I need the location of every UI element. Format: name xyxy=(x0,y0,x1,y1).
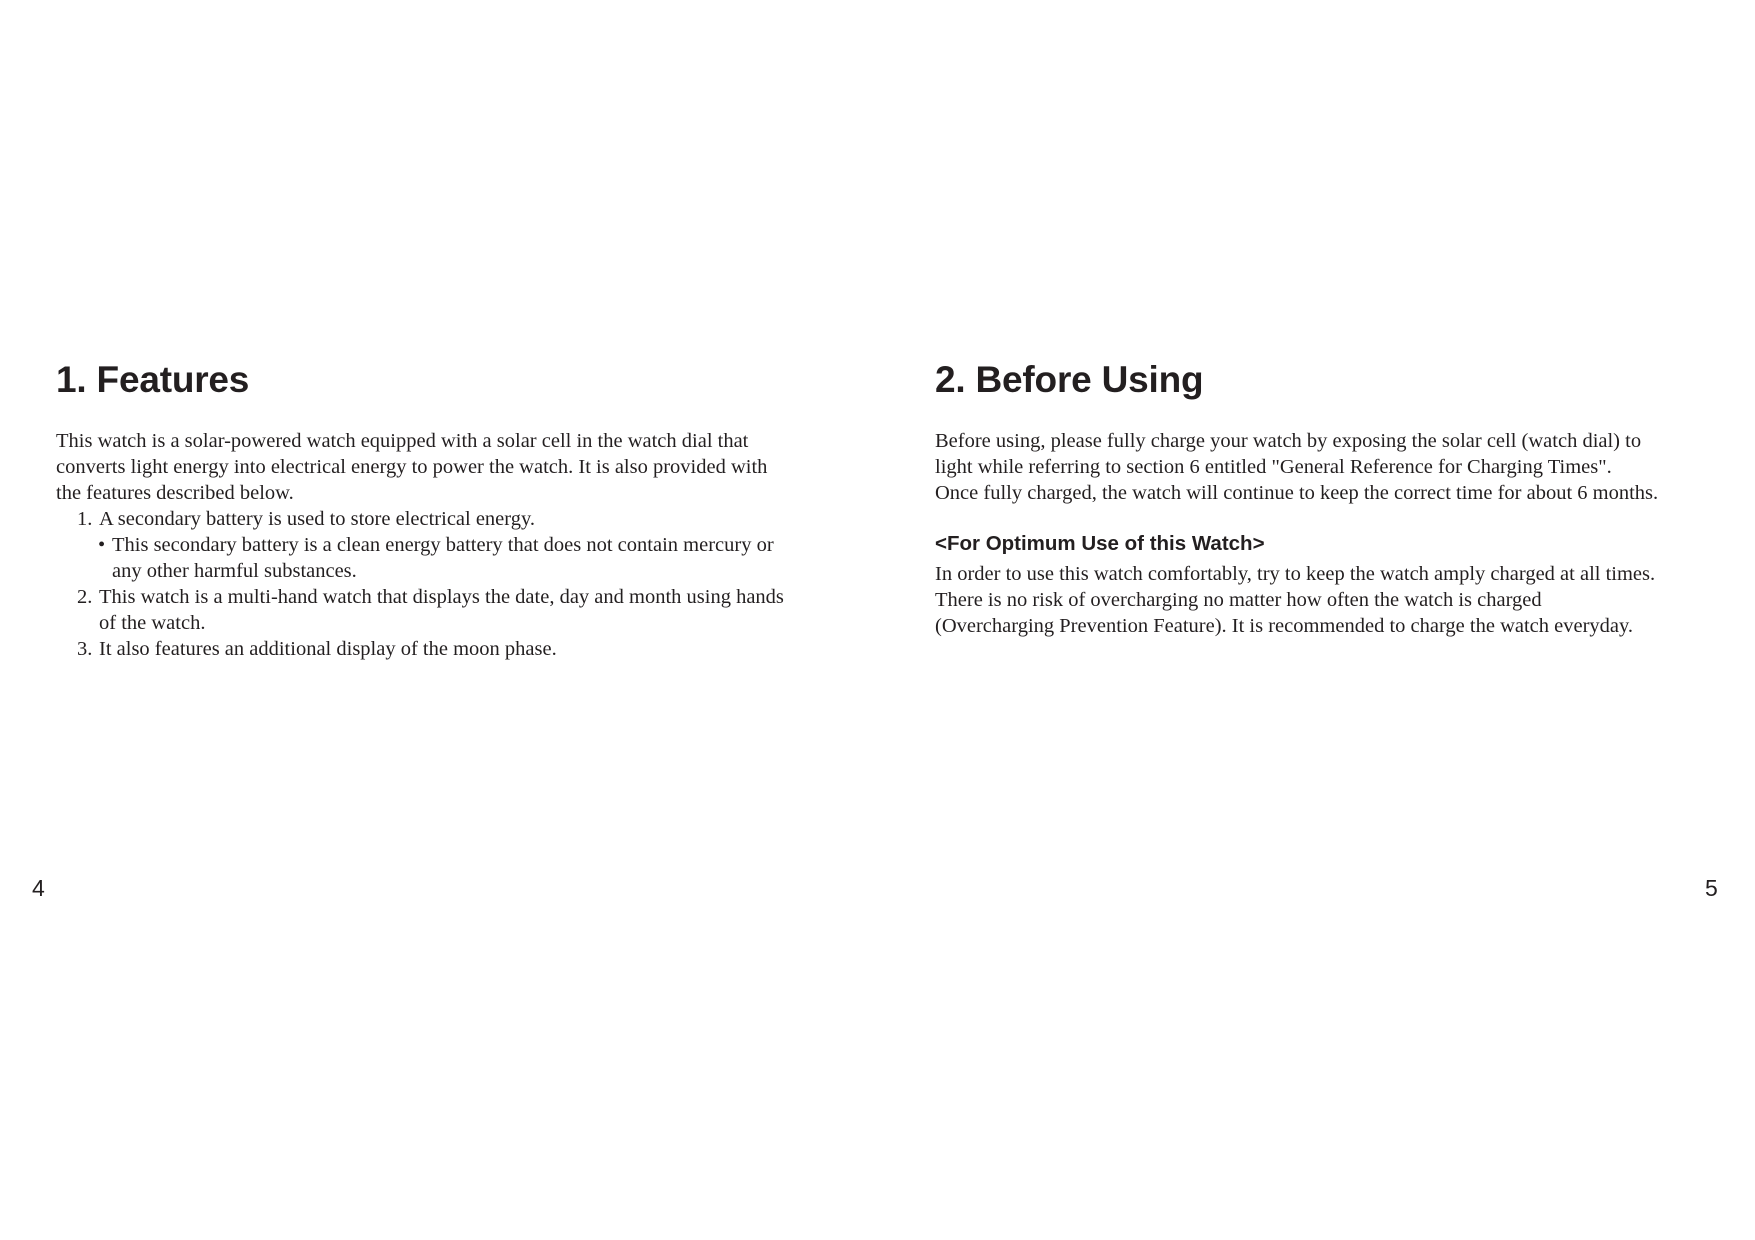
optimum-use-body xyxy=(935,561,1735,639)
list-item-text: of the watch. xyxy=(99,612,206,634)
page-number-right: 5 xyxy=(1705,875,1718,901)
features-list-item xyxy=(56,636,846,662)
bullet-text: any other harmful substances. xyxy=(112,560,357,582)
right-page xyxy=(877,0,1755,1240)
features-heading: 1. Features xyxy=(56,359,250,400)
optimum-use-line: There is no risk of overcharging no matter how often the watch is charged xyxy=(935,589,1542,611)
bullet-mark: • xyxy=(98,534,106,556)
features-list-item xyxy=(56,584,846,636)
before-using-body xyxy=(935,428,1735,506)
before-using-line: Once fully charged, the watch will continue to keep the correct time for about 6 months. xyxy=(935,482,1659,504)
before-using-heading: 2. Before Using xyxy=(935,359,1204,400)
features-intro-line: This watch is a solar-powered watch equipped with a solar cell in the watch dial that xyxy=(56,430,749,452)
optimum-use-subheading: <For Optimum Use of this Watch> xyxy=(935,532,1265,555)
list-item-text: A secondary battery is used to store electrical energy. xyxy=(99,508,536,530)
optimum-use-line: In order to use this watch comfortably, try to keep the watch amply charged at all times. xyxy=(935,563,1656,585)
list-item-number: 3. xyxy=(77,638,93,660)
list-item-text: It also features an additional display of the moon phase. xyxy=(99,638,557,660)
list-item-number: 2. xyxy=(77,586,93,608)
before-using-line: Before using, please fully charge your watch by exposing the solar cell (watch dial) to xyxy=(935,430,1642,452)
list-item-text: This watch is a multi-hand watch that displays the date, day and month using hands xyxy=(99,586,784,608)
features-intro-line: the features described below. xyxy=(56,482,294,504)
left-page xyxy=(0,0,877,1240)
list-item-number: 1. xyxy=(77,508,93,530)
optimum-use-line: (Overcharging Prevention Feature). It is recommended to charge the watch everyday. xyxy=(935,615,1634,637)
features-bullet-item xyxy=(56,532,846,584)
features-body xyxy=(56,428,846,662)
features-list-item xyxy=(56,506,846,532)
features-intro-line: converts light energy into electrical energy to power the watch. It is also provided with xyxy=(56,456,768,478)
before-using-line: light while referring to section 6 entitled "General Reference for Charging Times". xyxy=(935,456,1612,478)
features-list xyxy=(56,506,846,662)
page-number-left: 4 xyxy=(32,875,45,901)
bullet-text: This secondary battery is a clean energy battery that does not contain mercury or xyxy=(112,534,774,556)
